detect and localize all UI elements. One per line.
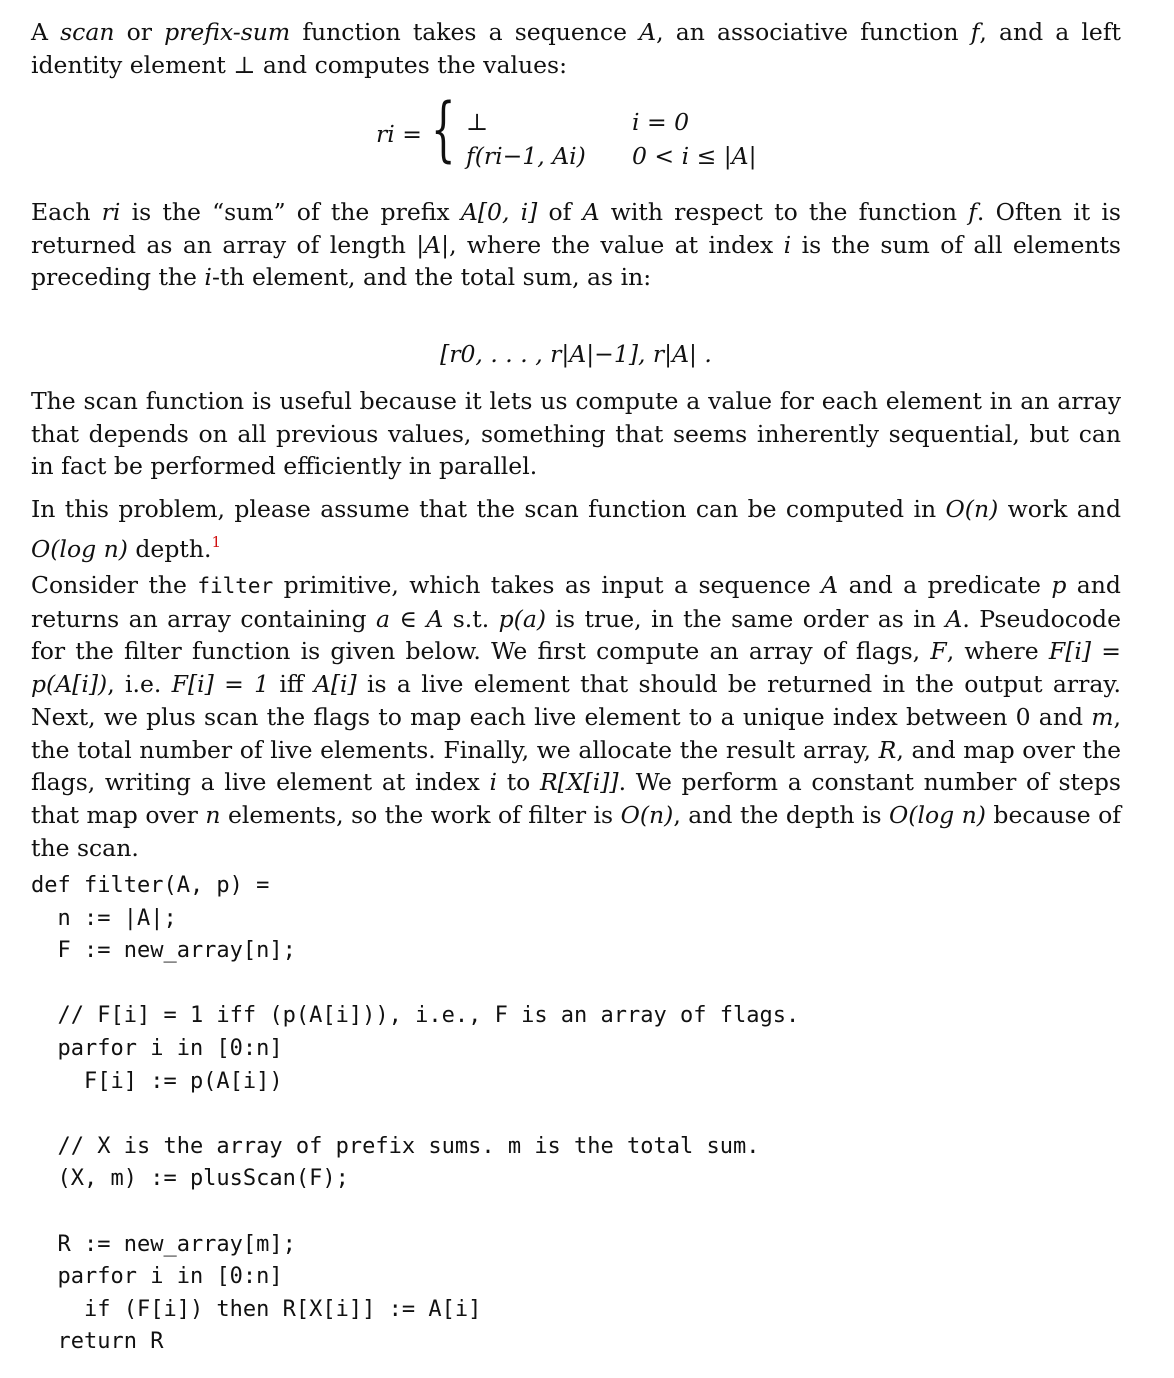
- math-flag-one: F[i] = 1: [171, 670, 270, 699]
- text: iff: [269, 670, 314, 699]
- equation-lhs: ri =: [376, 120, 422, 148]
- code-line: parfor i in [0:n]: [31, 1264, 283, 1290]
- text: Each: [31, 198, 102, 226]
- text: depth.: [127, 534, 212, 563]
- text: to: [497, 768, 540, 797]
- math-f: f: [968, 198, 977, 226]
- text: function takes a sequence: [290, 18, 640, 46]
- text: -th element, and the total sum, as in:: [211, 263, 652, 292]
- math-n: n: [205, 800, 221, 829]
- math-length-A: |A|: [416, 230, 450, 259]
- math-work: O(n): [945, 495, 999, 523]
- code-filter: filter: [197, 574, 274, 598]
- text: work and: [998, 495, 1121, 523]
- math-p-of-a: p(a): [498, 604, 546, 633]
- text: and a predicate: [838, 571, 1052, 599]
- code-line: n := |A|;: [31, 905, 177, 931]
- math-flag-definition: F[i] = p(A[i]): [31, 637, 1121, 699]
- text: is the sum of all elements preceding the: [31, 230, 1121, 292]
- math-f: f: [970, 18, 980, 46]
- text: is true, in the same order as in: [546, 604, 946, 633]
- case-2-condition: 0 < i ≤ |A|: [632, 142, 757, 170]
- assumption-paragraph: [31, 493, 1121, 565]
- cases-brace: {: [431, 88, 456, 170]
- math-work: O(n): [620, 800, 674, 829]
- math-prefix: A[0, i]: [460, 198, 538, 226]
- footnote-link[interactable]: 1: [211, 532, 221, 551]
- filter-paragraph: [31, 569, 1121, 864]
- text: of: [537, 198, 583, 226]
- text: and computes the values:: [255, 50, 567, 79]
- math-i: i: [489, 768, 498, 797]
- text: with respect to the function: [599, 198, 969, 226]
- text: primitive, which takes as input a sequence: [273, 571, 822, 599]
- text: Consider the: [31, 571, 198, 599]
- text: In this problem, please assume that the scan function can be computed in: [31, 495, 946, 523]
- case-2-expression: f(ri−1, Ai): [466, 142, 586, 170]
- case-1-expression: ⊥: [466, 108, 489, 136]
- math-a-in-A: a ∈ A: [376, 604, 444, 633]
- text: , i.e.: [107, 670, 172, 699]
- math-R: R: [878, 735, 897, 764]
- text: , where: [946, 637, 1049, 666]
- text: , an associative function: [656, 18, 971, 46]
- code-line: F := new_array[n];: [31, 938, 296, 964]
- math-R-X-i: R[X[i]]: [539, 768, 619, 797]
- text: , where the value at index: [449, 230, 784, 259]
- code-line: if (F[i]) then R[X[i]] := A[i]: [31, 1296, 482, 1322]
- text: is the “sum” of the prefix: [120, 198, 461, 226]
- code-line: parfor i in [0:n]: [31, 1035, 283, 1061]
- code-line: return R: [31, 1329, 164, 1355]
- code-line: R := new_array[m];: [31, 1231, 296, 1257]
- filter-pseudocode: [31, 870, 799, 1359]
- math-A: A: [945, 604, 963, 633]
- code-line: F[i] := p(A[i]): [31, 1068, 283, 1094]
- text: , and a left identity element: [31, 18, 1121, 79]
- math-ri: ri: [101, 198, 121, 226]
- text: , and the depth is: [673, 800, 890, 829]
- text: because of the scan.: [31, 800, 1121, 862]
- math-bottom: ⊥: [233, 50, 256, 79]
- math-m: m: [1091, 702, 1114, 731]
- math-A: A: [639, 18, 657, 46]
- case-1-condition: i = 0: [632, 108, 690, 136]
- text: s.t.: [443, 604, 499, 633]
- cases-equation: [31, 88, 1121, 172]
- text: is a live element that should be returned in the output array. Next, we plus scan the flags to map each live element to a unique index between 0 and: [31, 670, 1121, 731]
- math-p: p: [1051, 571, 1067, 599]
- code-comment: // F[i] = 1 iff (p(A[i])), i.e., F is an array of flags.: [31, 1003, 800, 1029]
- text: . We perform a constant number of steps that map over: [31, 768, 1121, 829]
- intro-paragraph: [31, 16, 1121, 81]
- sequence-equation: [r0, . . . , r|A|−1], r|A| .: [440, 340, 712, 368]
- term-prefix-sum: prefix-sum: [164, 18, 291, 46]
- prefix-paragraph: [31, 196, 1121, 294]
- scan-usefulness-paragraph: The scan function is useful because it lets us compute a value for each element in an array that depends on all previous values, something that seems inherently sequential, but can in fact be performed efficiently in parallel.: [31, 387, 1121, 481]
- math-i: i: [204, 263, 212, 292]
- text: elements, so the work of filter is: [220, 800, 621, 829]
- text: , and map over the flags, writing a live element at index: [31, 735, 1121, 797]
- code-comment: // X is the array of prefix sums. m is the total sum.: [31, 1133, 760, 1159]
- code-line: def filter(A, p) =: [31, 873, 270, 898]
- text: or: [114, 18, 165, 46]
- math-F: F: [930, 637, 947, 666]
- text: , the total number of live elements. Finally, we allocate the result array,: [31, 702, 1121, 764]
- math-A-i: A[i]: [313, 670, 357, 699]
- math-A: A: [821, 571, 839, 599]
- text: A: [31, 18, 61, 46]
- code-line: (X, m) := plusScan(F);: [31, 1166, 349, 1192]
- math-depth: O(log n): [31, 534, 128, 563]
- math-depth: O(log n): [889, 800, 986, 829]
- text: . Often it is returned as an array of length: [31, 198, 1121, 259]
- text: and returns an array containing: [31, 571, 1121, 633]
- math-A: A: [582, 198, 600, 226]
- math-i: i: [783, 230, 792, 259]
- text: . Pseudocode for the filter function is given below. We first compute an array of flags,: [31, 604, 1121, 666]
- term-scan: scan: [60, 18, 115, 46]
